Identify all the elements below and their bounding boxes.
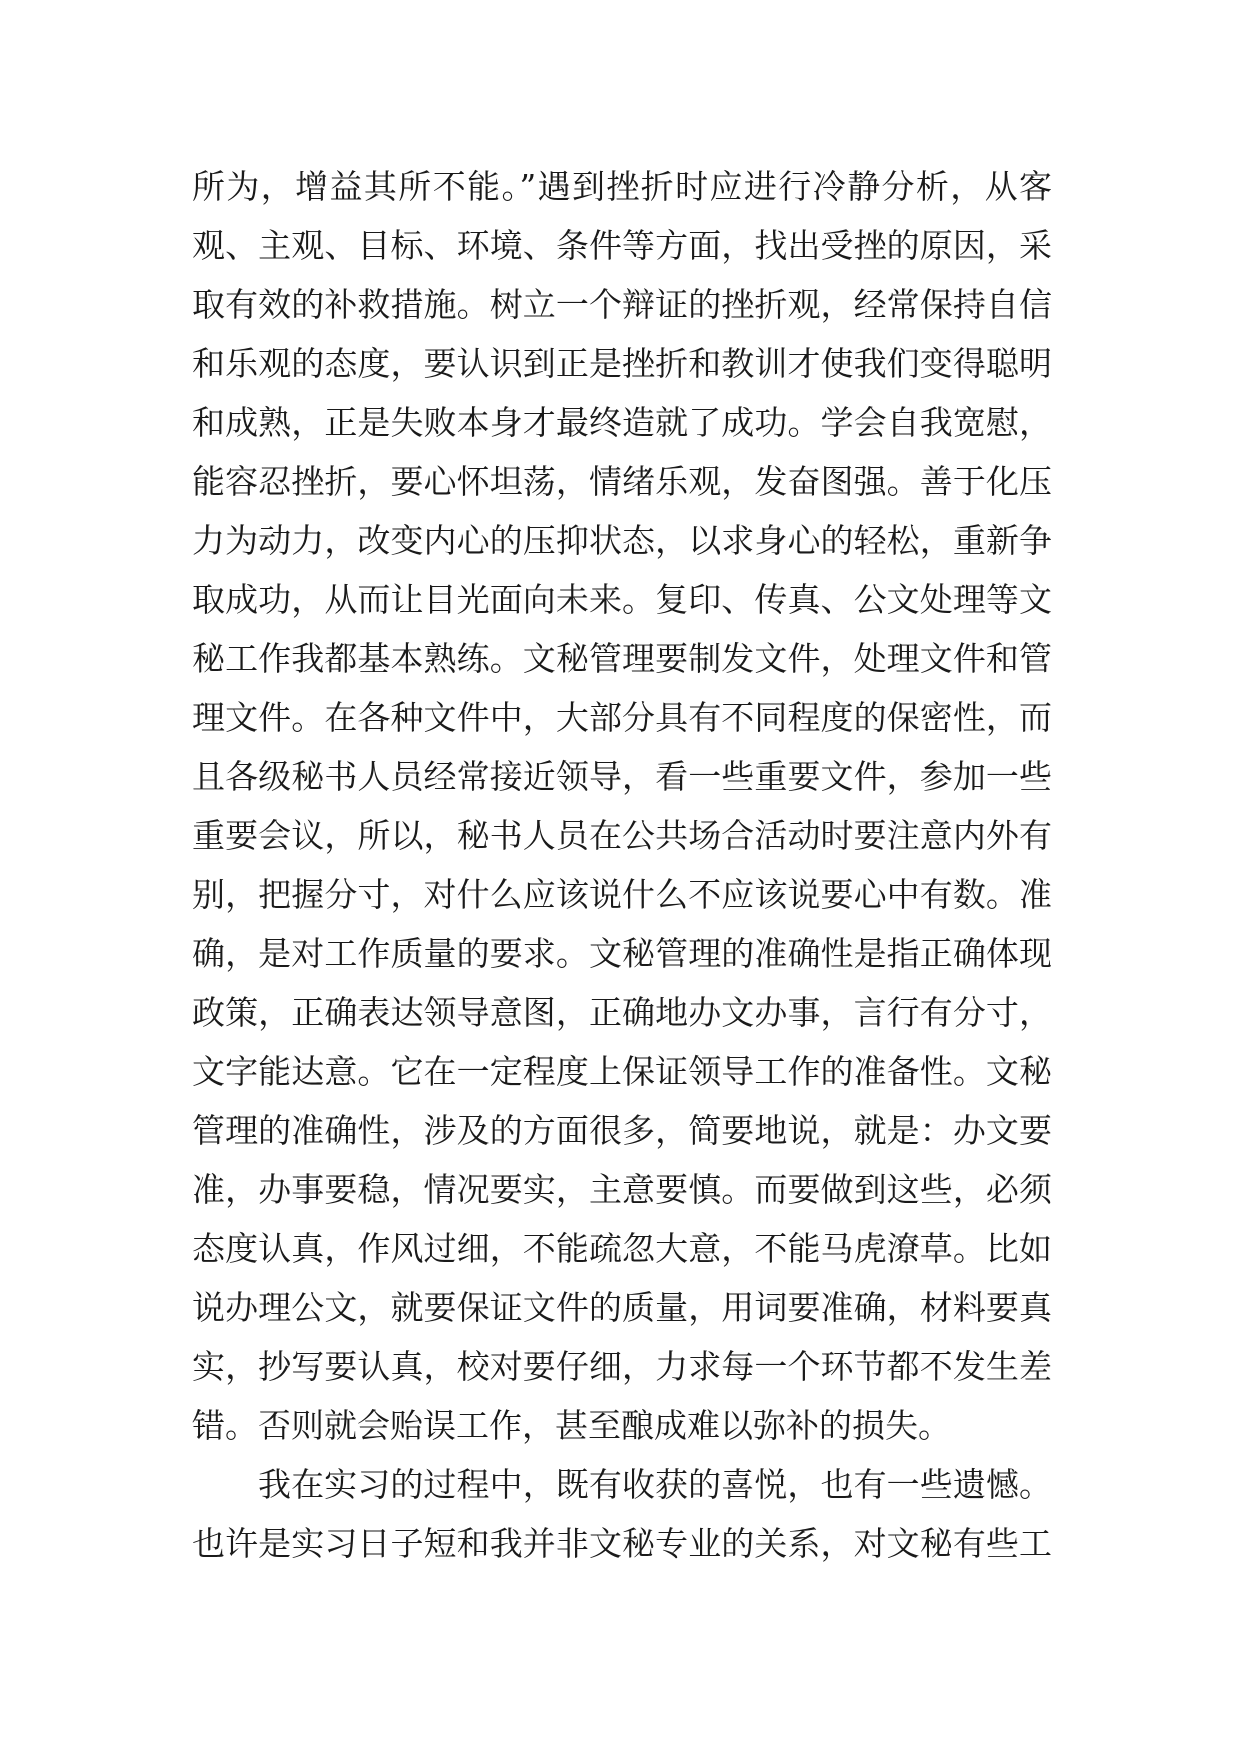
text-line: 说办理公文，就要保证文件的质量，用词要准确，材料要真	[192, 1288, 1052, 1327]
text-line: 和乐观的态度，要认识到正是挫折和教训才使我们变得聪明	[192, 344, 1052, 383]
text-line: 和成熟，正是失败本身才最终造就了成功。学会自我宽慰，	[192, 403, 1052, 442]
text-line: 取成功，从而让目光面向未来。复印、传真、公文处理等文	[192, 580, 1052, 619]
text-line: 重要会议，所以，秘书人员在公共场合活动时要注意内外有	[192, 816, 1052, 855]
text-line: 错。否则就会贻误工作，甚至酿成难以弥补的损失。	[192, 1406, 951, 1445]
text-line: 观、主观、目标、环境、条件等方面，找出受挫的原因，采	[192, 226, 1052, 265]
text-line: 实，抄写要认真，校对要仔细，力求每一个环节都不发生差	[192, 1347, 1052, 1386]
paragraph-start-line: 我在实习的过程中，既有收获的喜悦，也有一些遗憾。	[258, 1465, 1052, 1504]
body-text	[192, 157, 1052, 1573]
text-line: 确，是对工作质量的要求。文秘管理的准确性是指正确体现	[192, 934, 1052, 973]
text-line: 也许是实习日子短和我并非文秘专业的关系，对文秘有些工	[192, 1524, 1052, 1563]
text-line: 准，办事要稳，情况要实，主意要慎。而要做到这些，必须	[192, 1170, 1052, 1209]
text-line: 所为，增益其所不能。”遇到挫折时应进行冷静分析，从客	[192, 167, 1052, 206]
text-line: 力为动力，改变内心的压抑状态，以求身心的轻松，重新争	[192, 521, 1052, 560]
text-line: 理文件。在各种文件中，大部分具有不同程度的保密性，而	[192, 698, 1052, 737]
text-line: 秘工作我都基本熟练。文秘管理要制发文件，处理文件和管	[192, 639, 1052, 678]
text-line: 政策，正确表达领导意图，正确地办文办事，言行有分寸，	[192, 993, 1052, 1032]
text-line: 取有效的补救措施。树立一个辩证的挫折观，经常保持自信	[192, 285, 1052, 324]
text-line: 态度认真，作风过细，不能疏忽大意，不能马虎潦草。比如	[192, 1229, 1052, 1268]
text-line: 且各级秘书人员经常接近领导，看一些重要文件，参加一些	[192, 757, 1052, 796]
text-line: 文字能达意。它在一定程度上保证领导工作的准备性。文秘	[192, 1052, 1052, 1091]
text-line: 管理的准确性，涉及的方面很多，简要地说，就是：办文要	[192, 1111, 1052, 1150]
text-line: 别，把握分寸，对什么应该说什么不应该说要心中有数。准	[192, 875, 1052, 914]
text-line: 能容忍挫折，要心怀坦荡，情绪乐观，发奋图强。善于化压	[192, 462, 1052, 501]
